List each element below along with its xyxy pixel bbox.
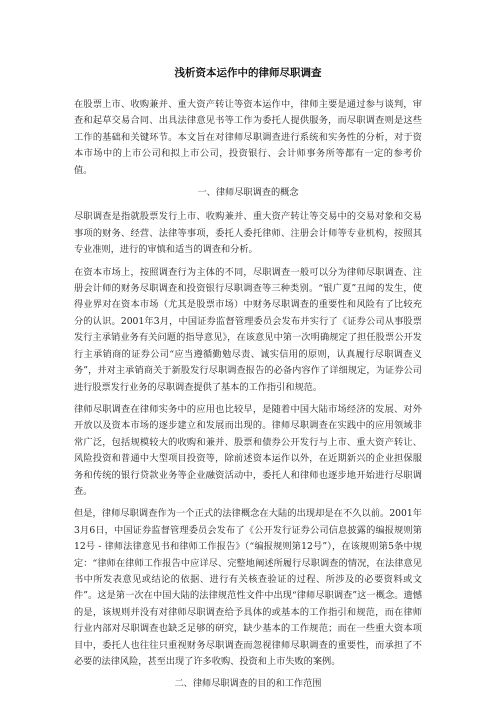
section-1-heading: 一、律师尽职调查的概念 <box>197 187 299 199</box>
section-1-paragraph-2: 在资本市场上，按照调查行为主体的不同，尽职调查一般可以分为律师尽职调查、注册会计师的财务尽职调查和投资银行尽职调查等三种类别。“银广夏”丑闻的发生，使得业界对在资本市场（尤其是股票市场）中财务尽职调查的重要性和风险有了比较充分的认识。2001年3月，中国证券监督管理委员会发布并实行了《证券公司从事股票发行主承销业务有关问题的指导意见》，在该意见中第一次明确规定了担任股票公开发行主承销商的证券公司“应当遵循勤勉尽责、诚实信用的原则，认真履行尽职调查义务”，并对主承销商关于新股发行尽职调查报告的必备内容作了详细规定，为证券公司进行股票发行业务的尽职调查提供了基本的工作指引和规范。 <box>74 266 422 393</box>
document-title: 浅析资本运作中的律师尽职调查 <box>174 67 322 79</box>
section-1-paragraph-1: 尽职调查是指就股票发行上市、收购兼并、重大资产转让等交易中的交易对象和交易事项的财务、经营、法律等事项，委托人委托律师、注册会计师等专业机构，按照其专业准则，进行的审慎和适当的调查和分析。 <box>74 211 422 256</box>
section-1-paragraph-3: 律师尽职调查在律师实务中的应用也比较早，是随着中国大陆市场经济的发展、对外开放以及资本市场的逐步建立和发展而出现的。律师尽职调查在实践中的应用领域非常广泛，包括规模较大的收购和兼并、股票和债券公开发行与上市、重大资产转让、风险投资和普通中大型项目投资等，除前述资本运作以外，在近期新兴的企业担保服务和传统的银行贷款业务等企业融资活动中，委托人和律师也逐步地开始进行尽职调查。 <box>74 403 422 497</box>
intro-paragraph: 在股票上市、收购兼并、重大资产转让等资本运作中，律师主要是通过参与谈判，审查和起草交易合同、出具法律意见书等工作为委托人提供服务，而尽职调查则是这些工作的基础和关键环节。本文旨在对律师尽职调查进行系统和实务性的分析，对于资本市场中的上市公司和拟上市公司，投资银行、会计师事务所等都有一定的参考价值。 <box>74 99 422 176</box>
section-2-heading: 二、律师尽职调查的目的和工作范围 <box>174 678 322 690</box>
section-1-paragraph-4: 但是，律师尽职调查作为一个正式的法律概念在大陆的出现却是在不久以前。2001年3月6日，中国证券监督管理委员会发布了《公开发行证券公司信息披露的编报规则第12号 - 律师法律意见书和律师工作报告》（“编报规则第12号”），在该规则第5条中规定：“律师在律师工作报告中应详尽、完整地阐述所履行尽职调查的情况，在法律意见书中所发表意见或结论的依据、进行有关核查验证的过程、所涉及的必要资料或文件”。这是第一次在中国大陆的法律规范性文件中出现“律师尽职调查”这一概念。遗憾的是，该规则并没有对律师尽职调查给予具体的或基本的工作指引和规范，而在律师行业内部对尽职调查也缺乏足够的研究，缺少基本的工作规范；而在一些重大资本项目中，委托人也往往只重视财务尽职调查而忽视律师尽职调查的重要性，而承担了不必要的法律风险，甚至出现了许多收购、投资和上市失败的案例。 <box>74 508 422 667</box>
